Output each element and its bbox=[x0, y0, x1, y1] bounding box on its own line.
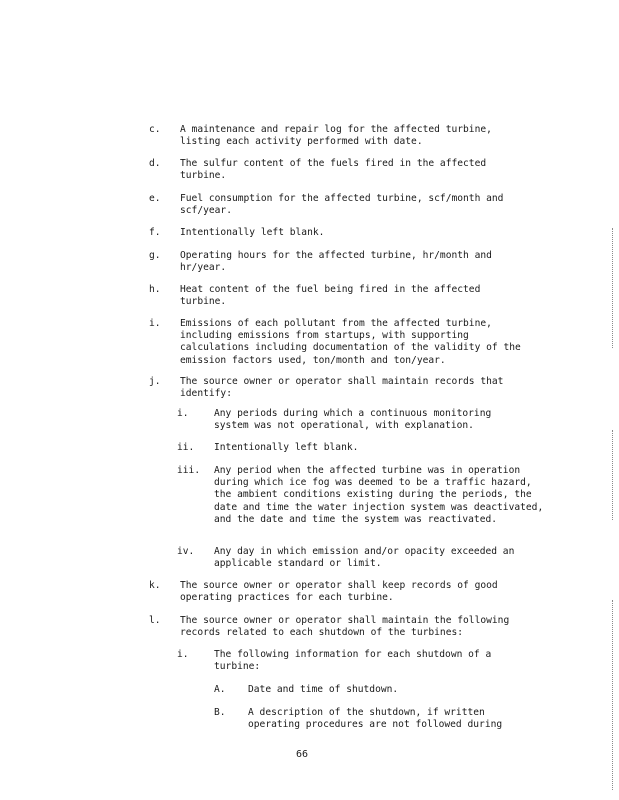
item-label: iv. bbox=[177, 546, 195, 557]
item-text: Date and time of shutdown. bbox=[248, 684, 399, 695]
item-text: Emissions of each pollutant from the affected turbine, including emissions from startups, with supporting calculations including documentation of the validity of the emission factors used, ton/month and ton/year. bbox=[180, 318, 527, 366]
item-text: Heat content of the fuel being fired in the affected turbine. bbox=[180, 284, 487, 308]
item-label: i. bbox=[149, 318, 161, 329]
scan-edge-mark bbox=[611, 228, 613, 348]
item-label: k. bbox=[149, 580, 161, 591]
item-label: i. bbox=[177, 649, 189, 660]
item-label: d. bbox=[149, 158, 161, 169]
scan-edge-mark bbox=[611, 430, 613, 520]
item-text: The following information for each shutdown of a turbine: bbox=[214, 649, 498, 673]
item-text: Intentionally left blank. bbox=[214, 442, 359, 453]
item-label: f. bbox=[149, 227, 161, 238]
item-text: The source owner or operator shall keep records of good operating practices for each turbine. bbox=[180, 580, 504, 604]
item-label: c. bbox=[149, 124, 161, 135]
scan-edge-mark bbox=[611, 600, 613, 790]
item-label: B. bbox=[214, 707, 226, 718]
item-text: The source owner or operator shall maintain records that identify: bbox=[180, 376, 510, 400]
item-text: Any day in which emission and/or opacity exceeded an applicable standard or limit. bbox=[214, 546, 521, 570]
item-label: h. bbox=[149, 284, 161, 295]
item-label: i. bbox=[177, 408, 189, 419]
item-text: Fuel consumption for the affected turbine, scf/month and scf/year. bbox=[180, 193, 510, 217]
item-label: e. bbox=[149, 193, 161, 204]
item-text: The source owner or operator shall maintain the following records related to each shutdown of the turbines: bbox=[180, 615, 516, 639]
item-text: Operating hours for the affected turbine, hr/month and hr/year. bbox=[180, 250, 498, 274]
item-text: Intentionally left blank. bbox=[180, 227, 325, 238]
item-text: Any period when the affected turbine was in operation during which ice fog was deemed to be a traffic hazard, the ambient conditions existing during the periods, the date and time the water injection system was deactivated, and the date and time the system was reactivated. bbox=[214, 465, 550, 525]
item-text: The sulfur content of the fuels fired in the affected turbine. bbox=[180, 158, 492, 182]
item-label: l. bbox=[149, 615, 161, 626]
item-text: Any periods during which a continuous monitoring system was not operational, with explanation. bbox=[214, 408, 498, 432]
item-label: ii. bbox=[177, 442, 195, 453]
item-label: A. bbox=[214, 684, 226, 695]
item-label: iii. bbox=[177, 465, 201, 476]
item-text: A description of the shutdown, if written operating procedures are not followed during bbox=[248, 707, 503, 731]
item-label: g. bbox=[149, 250, 161, 261]
item-text: A maintenance and repair log for the affected turbine, listing each activity performed with date. bbox=[180, 124, 498, 148]
page-number: 66 bbox=[296, 749, 309, 760]
item-label: j. bbox=[149, 376, 161, 387]
